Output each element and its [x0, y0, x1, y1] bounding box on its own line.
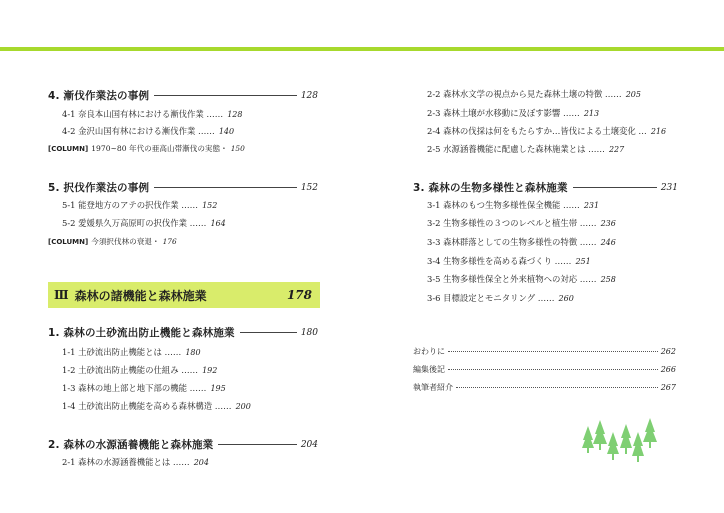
heading-rule: [240, 332, 297, 333]
toc-entry-4-2[interactable]: [62, 125, 234, 137]
entry-label: 1-2 土砂流出防止機能の仕組み ……: [62, 365, 199, 375]
page-number: 176: [162, 237, 177, 246]
toc-entry-3-5[interactable]: [427, 273, 616, 285]
section-title: 2. 森林の水源涵養機能と森林施業: [48, 439, 214, 451]
toc-entry-5-1[interactable]: [62, 199, 217, 211]
toc-entry-1-4[interactable]: [62, 400, 251, 412]
heading-rule: [573, 187, 657, 188]
toc-entry-2-2[interactable]: [427, 88, 641, 100]
toc-entry-3-3[interactable]: [427, 236, 616, 248]
toc-entry-3-1[interactable]: [427, 199, 599, 211]
page-number: 260: [558, 294, 574, 303]
section-2-heading[interactable]: [48, 437, 318, 452]
toc-entry-1-1[interactable]: [62, 346, 201, 358]
entry-label: 2-2 森林水文学の視点から見た森林土壌の特徴 ……: [427, 89, 622, 99]
entry-label: 4-2 金沢山国有林における漸伐作業 ……: [62, 126, 215, 136]
entry-label: 5-1 能登地方のアテの択伐作業 ……: [62, 200, 199, 210]
column-tag: [COLUMN]: [48, 145, 89, 153]
entry-label: 今須択伐林の衰退・: [91, 237, 160, 246]
page-number: 180: [300, 327, 318, 338]
page-number: 231: [660, 182, 678, 193]
toc-entry-5-2[interactable]: [62, 217, 226, 229]
entry-label: 1-3 森林の地上部と地下部の機能 ……: [62, 383, 207, 393]
entry-label: 2-5 水源涵養機能に配慮した森林施業とは ……: [427, 144, 605, 154]
page-number: 213: [583, 109, 600, 118]
toc-entry-2-1[interactable]: [62, 456, 209, 468]
section-4-heading[interactable]: [48, 88, 318, 103]
entry-label: 3-3 森林群落としての生物多様性の特徴 ……: [427, 237, 597, 247]
column-entry-1[interactable]: [48, 143, 245, 154]
section-title: 5. 択伐作業法の事例: [48, 182, 150, 194]
page-number: 152: [202, 201, 218, 210]
page-number: 140: [218, 127, 235, 136]
entry-label: 2-4 森林の伐採は何をもたらすか…皆伐による土壌変化 …: [427, 126, 647, 136]
toc-entry-4-1[interactable]: [62, 108, 242, 120]
page-number: 231: [583, 201, 600, 210]
dot-leader: [448, 369, 658, 370]
entry-label: 編集後記: [413, 365, 445, 374]
page-number: 164: [210, 219, 226, 228]
section-3-heading[interactable]: [413, 180, 678, 195]
column-entry-2[interactable]: [48, 236, 177, 247]
back-matter-editors-note[interactable]: [413, 364, 676, 375]
heading-rule: [218, 444, 296, 445]
back-matter-contributors[interactable]: [413, 382, 676, 393]
section-title: 1. 森林の土砂流出防止機能と森林施業: [48, 327, 235, 339]
section-title: 4. 漸伐作業法の事例: [48, 90, 150, 102]
page-number: 204: [300, 439, 318, 450]
toc-entry-1-3[interactable]: [62, 382, 226, 394]
toc-entry-3-4[interactable]: [427, 255, 591, 267]
section-5-heading[interactable]: [48, 180, 318, 195]
entry-label: 3-4 生物多様性を高める森づくり ……: [427, 256, 572, 266]
toc-entry-2-3[interactable]: [427, 107, 599, 119]
page-number: 178: [286, 288, 312, 302]
page-number: 216: [650, 127, 667, 136]
page-number: 205: [625, 90, 641, 99]
entry-label: 執筆者紹介: [413, 383, 453, 392]
toc-entry-2-4[interactable]: [427, 125, 666, 137]
entry-label: 1970~80 年代の亜高山帯漸伐の実態・: [91, 144, 228, 153]
entry-label: 1-4 土砂流出防止機能を高める森林構造 ……: [62, 401, 232, 411]
toc-entry-3-2[interactable]: [427, 217, 616, 229]
part-title: 森林の諸機能と森林施業: [74, 288, 207, 303]
page-number: 200: [235, 402, 251, 411]
page-number: 128: [227, 110, 243, 119]
page-number: 227: [608, 145, 625, 154]
page-number: 204: [193, 458, 209, 467]
page-number: 152: [300, 182, 318, 193]
entry-label: 1-1 土砂流出防止機能とは ……: [62, 347, 182, 357]
dot-leader: [456, 387, 658, 388]
back-matter-afterword[interactable]: [413, 346, 676, 357]
part-3-band[interactable]: [48, 282, 320, 308]
entry-label: 2-1 森林の水源涵養機能とは ……: [62, 457, 190, 467]
page-number: 258: [600, 275, 616, 284]
column-tag: [COLUMN]: [48, 238, 89, 246]
top-accent-bar: [0, 47, 724, 51]
page-number: 180: [185, 348, 201, 357]
dot-leader: [448, 351, 658, 352]
entry-label: 3-6 目標設定とモニタリング ……: [427, 293, 555, 303]
page-number: 266: [660, 365, 676, 374]
entry-label: 3-2 生物多様性の３つのレベルと植生帯 ……: [427, 218, 597, 228]
entry-label: 5-2 愛媛県久万高原町の択伐作業 ……: [62, 218, 207, 228]
page-number: 246: [600, 238, 616, 247]
page-number: 192: [202, 366, 218, 375]
page-number: 195: [210, 384, 226, 393]
entry-label: おわりに: [413, 347, 445, 356]
heading-rule: [154, 95, 297, 96]
toc-entry-3-6[interactable]: [427, 292, 574, 304]
entry-label: 3-5 生物多様性保全と外来植物への対応 ……: [427, 274, 597, 284]
page-number: 267: [660, 383, 676, 392]
page-number: 150: [230, 144, 245, 153]
section-1-heading[interactable]: [48, 325, 318, 340]
section-title: 3. 森林の生物多様性と森林施業: [413, 182, 568, 194]
page-number: 236: [600, 219, 616, 228]
trees-icon: [580, 418, 660, 466]
toc-entry-2-5[interactable]: [427, 143, 624, 155]
entry-label: 3-1 森林のもつ生物多様性保全機能 ……: [427, 200, 580, 210]
entry-label: 2-3 森林土壌が水移動に及ぼす影響 ……: [427, 108, 580, 118]
entry-label: 4-1 奈良本山国有林における漸伐作業 ……: [62, 109, 224, 119]
page-number: 262: [660, 347, 676, 356]
toc-entry-1-2[interactable]: [62, 364, 217, 376]
page-number: 251: [575, 257, 591, 266]
page-number: 128: [300, 90, 318, 101]
heading-rule: [154, 187, 297, 188]
part-number: Ⅲ: [54, 288, 69, 302]
